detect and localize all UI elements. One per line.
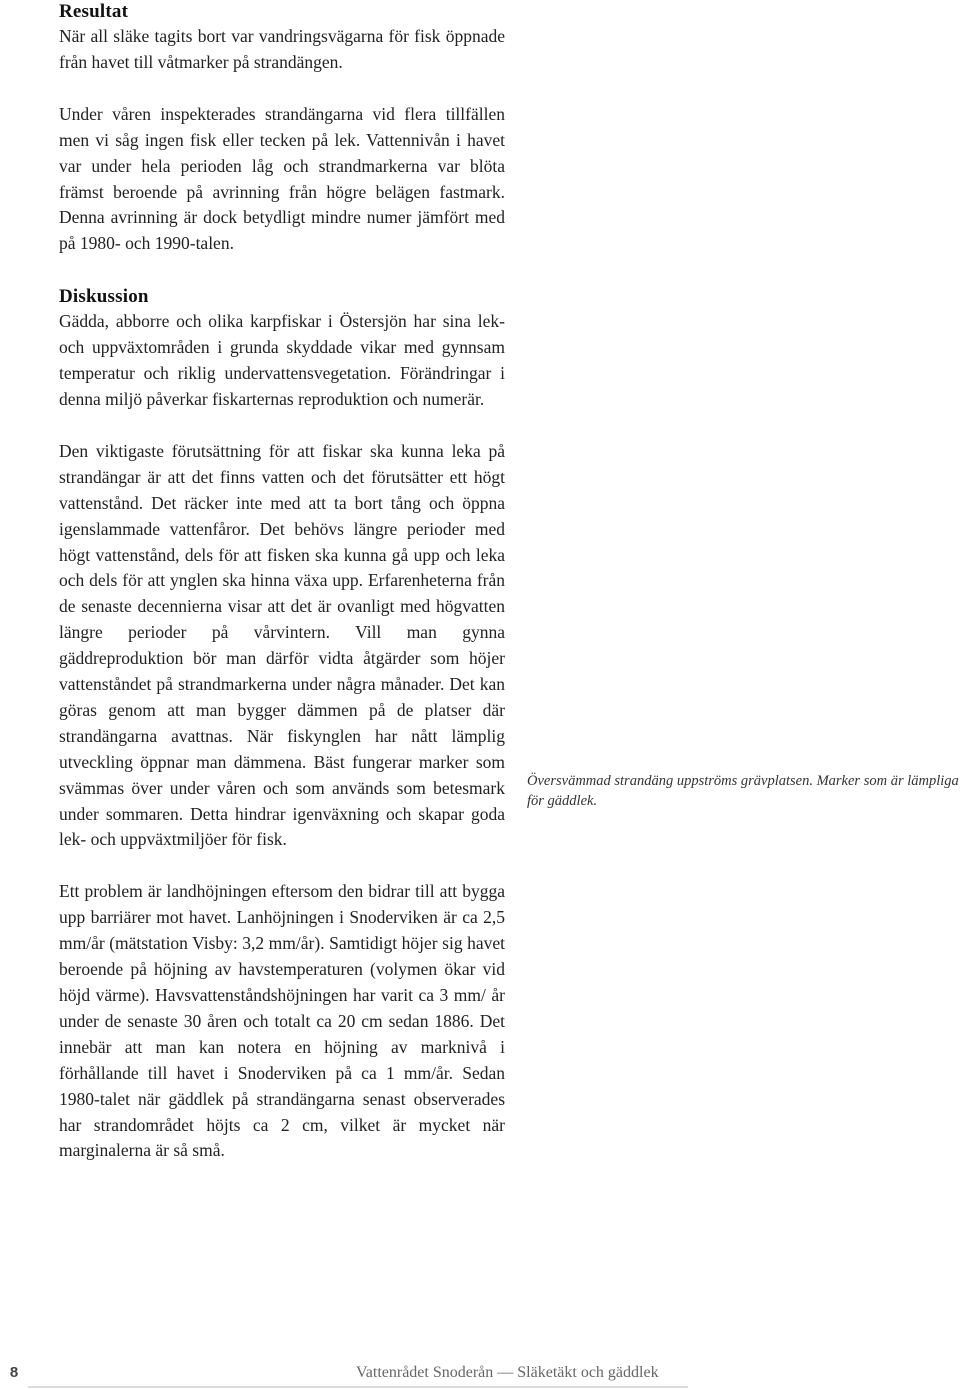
diskussion-paragraph-1: Gädda, abborre och olika karpfiskar i Östersjön har sina lek- och uppväxtområden i grunda skyddade vikar med gynnsam temperatur och riklig undervattensvegetation. Förändringar i denna miljö påverkar fiskarternas reproduktion och numerär. <box>59 311 505 409</box>
diskussion-heading: Diskussion <box>59 286 149 308</box>
image-caption: Översvämmad strandäng uppströms grävplatsen. Marker som är lämpliga för gäddlek. <box>527 773 959 809</box>
text-column <box>59 0 505 1164</box>
footer-divider <box>28 1386 688 1388</box>
resultat-heading: Resultat <box>59 1 129 22</box>
page-number: 8 <box>9 1364 19 1381</box>
resultat-paragraph-2: Under våren inspekterades strandängarna vid flera tillfällen men vi såg ingen fisk eller tecken på lek. Vattennivån i havet var under hela perioden låg och strandmarkerna var blöta främst beroende på avrinning från högre belägen fastmark. Denna avrinning är dock betydligt mindre numer jämfört med på 1980- och 1990-talen. <box>59 103 505 254</box>
footer-title: Vattenrådet Snoderån — Släketäkt och gäddlek <box>356 1364 659 1381</box>
diskussion-paragraph-2: Den viktigaste förutsättning för att fiskar ska kunna leka på strandängar är att det finns vatten och det förutsätter ett högt vattenstånd. Det räcker inte med att ta bort tång och öppna igenslammade vattenfåror. Det behövs längre perioder med högt vattenstånd, dels för att fisken ska kunna gå upp och leka och dels för att ynglen ska hinna växa upp. Erfarenheterna från de senaste decennierna visar att det är ovanligt med högvatten längre perioder på vårvintern. Vill man gynna gäddreproduktion bör man därför vidta åtgärder som höjer vattenståndet på strandmarkerna under några månader. Det kan göras genom att man bygger dämmen på de platser där strandängarna avattnas. När fiskynglen har nått lämplig utveckling öppnar man dämmena. Bäst fungerar marker som svämmas över under våren och som används som betesmark under sommaren. Detta hindrar igenväxning och skapar goda lek- och uppväxtmiljöer för fisk. <box>59 440 505 850</box>
diskussion-paragraph-3: Ett problem är landhöjningen eftersom den bidrar till att bygga upp barriärer mot havet. Lanhöjningen i Snoderviken är ca 2,5 mm/år (mätstation Visby: 3,2 mm/år). Samtidigt höjer sig havet beroende på höjning av havstemperaturen (volymen ökar vid höjd värme). Havsvattenståndshöjningen har varit ca 3 mm/ år under de senaste 30 åren och totalt ca 20 cm sedan 1886. Det innebär att man kan notera en höjning av marknivå i förhållande till havet i Snoderviken på ca 1 mm/år. Sedan 1980-talet när gäddlek på strandängarna senast observerades har strandområdet höjts ca 2 cm, vilket är mycket när marginalerna är så små. <box>59 881 505 1161</box>
resultat-paragraph-1: När all släke tagits bort var vandringsvägarna för fisk öppnade från havet till våtmarker på strandängen. <box>59 26 505 72</box>
